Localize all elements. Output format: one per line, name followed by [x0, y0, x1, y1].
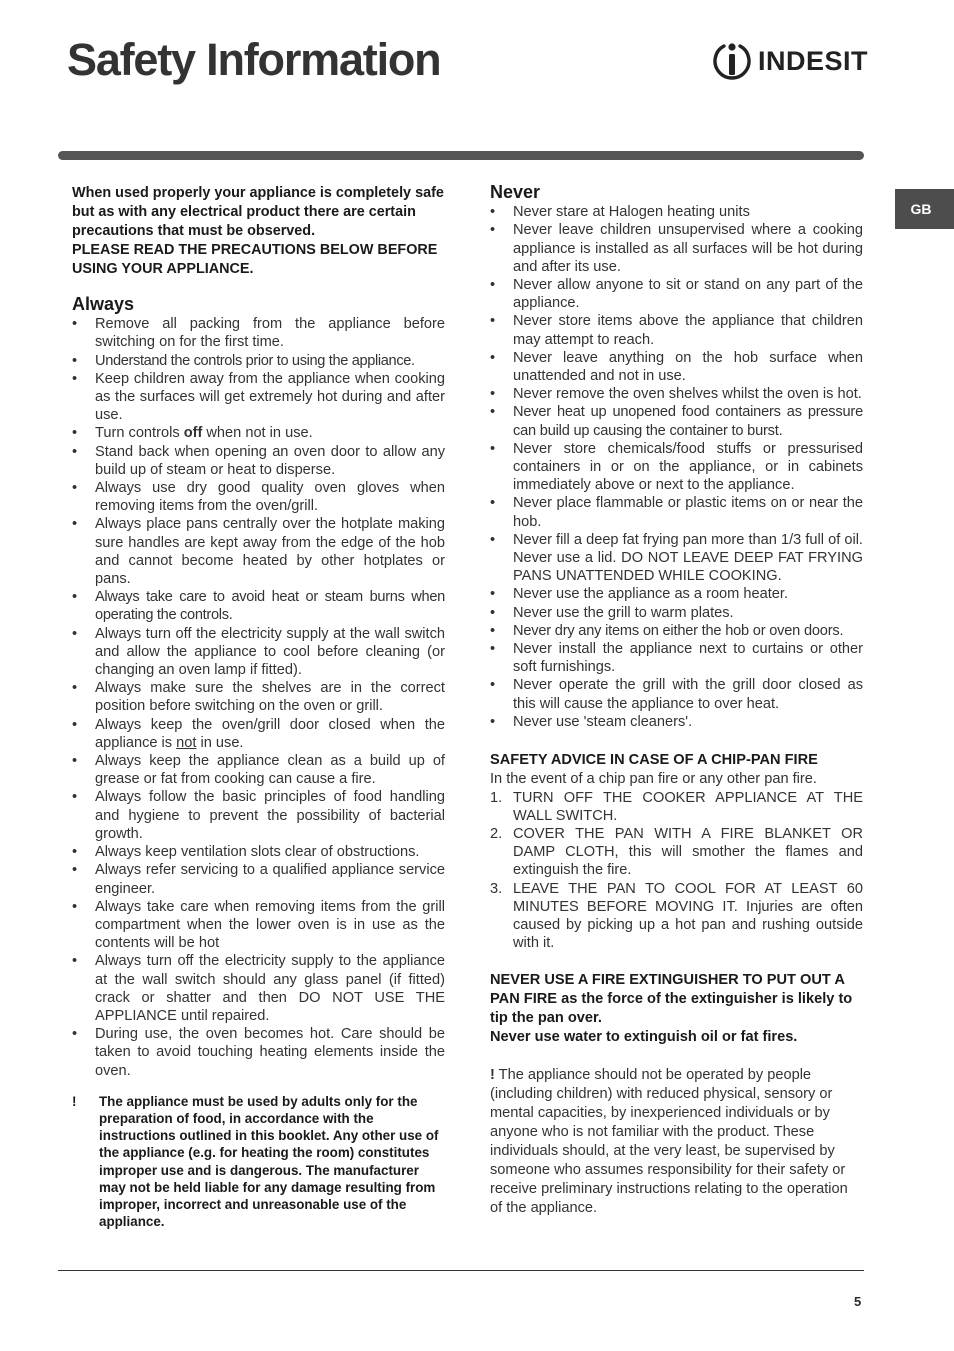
- list-item: • Never stare at Halogen heating units: [490, 203, 863, 221]
- notice-text: The appliance should not be operated by people (including children) with reduced physical, sensory or mental capacities, by inexperienced individuals or by anyone who is not familiar with the product. These individuals should, at the very least, be supervised by someone who assumes responsibility for their safety or receive preliminary instructions relating to the operation of the appliance.: [490, 1067, 848, 1217]
- list-item: • Never leave children unsupervised where a cooking appliance is installed as all surfaces will be hot during and after its use.: [490, 221, 863, 276]
- brand-logo: [712, 40, 868, 82]
- language-tab: GB: [895, 189, 954, 229]
- never-list: [490, 203, 863, 731]
- list-item: • Never operate the grill with the grill door closed as this will cause the appliance to over heat.: [490, 676, 863, 712]
- extinguisher-warning: [490, 971, 863, 1047]
- numbered-step: [490, 880, 863, 953]
- list-item: • Always use dry good quality oven gloves when removing items from the oven/grill.: [72, 479, 445, 515]
- notice-mark: !: [490, 1067, 495, 1084]
- list-item: • Always refer servicing to a qualified appliance service engineer.: [72, 861, 445, 897]
- intro-instruction: PLEASE READ THE PRECAUTIONS BELOW BEFORE USING YOUR APPLIANCE.: [72, 242, 438, 277]
- list-item: • Always keep ventilation slots clear of obstructions.: [72, 843, 445, 861]
- list-item: • Never use 'steam cleaners'.: [490, 713, 863, 731]
- footer-divider: [58, 1270, 864, 1271]
- list-item-text: when not in use.: [202, 425, 313, 442]
- list-item: • Never leave anything on the hob surface when unattended and not in use.: [490, 349, 863, 385]
- step-number: 3.: [490, 880, 503, 897]
- always-list: [72, 315, 445, 1080]
- numbered-step: [490, 789, 863, 825]
- warning-mark: !: [72, 1093, 77, 1109]
- list-item: • Always take care when removing items from the grill compartment when the lower oven is in use as the contents will be hot: [72, 898, 445, 953]
- warning-text: The appliance must be used by adults only for the preparation of food, in accordance with the instructions outlined in this booklet. Any other use of the appliance (e.g. for heating the room) constitutes improper use and is dangerous. The manufacturer may not be held liable for any damage resulting from improper, incorrect and unreasonable use of the appliance.: [99, 1093, 439, 1230]
- list-item: • Always keep the appliance clean as a build up of grease or fat from cooking can cause a fire.: [72, 752, 445, 788]
- numbered-step: [490, 825, 863, 880]
- step-text: LEAVE THE PAN TO COOL FOR AT LEAST 60 MINUTES BEFORE MOVING IT. Injuries are often caused by picking up a hot pan and rushing outside with it.: [513, 880, 863, 952]
- list-item: • During use, the oven becomes hot. Care should be taken to avoid touching heating elements inside the oven.: [72, 1025, 445, 1080]
- intro-text: [72, 184, 445, 279]
- list-item: • Never fill a deep fat frying pan more than 1/3 full of oil. Never use a lid. DO NOT LEAVE DEEP FAT FRYING PANS UNATTENDED WHILE COOKING.: [490, 531, 863, 586]
- emphasis-not: not: [176, 734, 197, 751]
- page-number: 5: [854, 1294, 862, 1309]
- list-item: • Always place pans centrally over the hotplate making sure handles are kept away from the edge of the hob and cannot become heated by other hotplates or pans.: [72, 515, 445, 588]
- intro-paragraph: When used properly your appliance is completely safe but as with any electrical product there are certain precautions that must be observed.: [72, 185, 444, 239]
- list-item: • Never store items above the appliance that children may attempt to reach.: [490, 312, 863, 348]
- list-item-text: in use.: [196, 734, 244, 751]
- page-title: Safety Information: [67, 34, 441, 85]
- brand-name: INDESIT: [758, 45, 869, 76]
- list-item: • Always follow the basic principles of food handling and hygiene to prevent the possibility of bacterial growth.: [72, 788, 445, 843]
- never-heading: Never: [490, 182, 541, 202]
- list-item: • Understand the controls prior to using the appliance.: [72, 352, 445, 370]
- chip-pan-steps: [490, 789, 863, 953]
- list-item: • Always make sure the shelves are in the correct position before switching on the oven or grill.: [72, 679, 445, 715]
- list-item: [72, 424, 445, 442]
- list-item: • Stand back when opening an oven door to allow any build up of steam or heat to disperse.: [72, 443, 445, 479]
- indesit-i-logo-icon: [712, 40, 752, 82]
- adult-use-warning: [72, 1093, 445, 1231]
- list-item-text: Always keep the oven/grill door closed when the appliance is: [95, 716, 445, 751]
- water-warning-text: Never use water to extinguish oil or fat fires.: [490, 1029, 798, 1046]
- chip-pan-heading: SAFETY ADVICE IN CASE OF A CHIP-PAN FIRE: [490, 752, 818, 769]
- supervision-notice: [490, 1066, 863, 1218]
- list-item: • Never use the appliance as a room heater.: [490, 585, 863, 603]
- list-item: • Never install the appliance next to curtains or other soft furnishings.: [490, 640, 863, 676]
- step-number: 1.: [490, 789, 503, 806]
- list-item: • Never use the grill to warm plates.: [490, 604, 863, 622]
- step-text: TURN OFF THE COOKER APPLIANCE AT THE WALL SWITCH.: [513, 789, 863, 824]
- list-item: • Never heat up unopened food containers as pressure can build up causing the container to burst.: [490, 403, 863, 439]
- list-item: • Never dry any items on either the hob or oven doors.: [490, 622, 863, 640]
- list-item: • Never store chemicals/food stuffs or pressurised containers in or on the appliance, or in cabinets immediately above or next to the appliance.: [490, 440, 863, 495]
- header-divider: [58, 151, 864, 160]
- chip-pan-lead: In the event of a chip pan fire or any other pan fire.: [490, 771, 817, 788]
- list-item-text: Turn controls: [95, 425, 184, 442]
- list-item: • Always turn off the electricity supply to the appliance at the wall switch should any glass panel (if fitted) crack or shatter and then DO NOT USE THE APPLIANCE until repaired.: [72, 952, 445, 1025]
- list-item: • Remove all packing from the appliance before switching on for the first time.: [72, 315, 445, 351]
- list-item: • Always turn off the electricity supply at the wall switch and allow the appliance to cool before cleaning (or changing an oven lamp if fitted).: [72, 625, 445, 680]
- left-column: [72, 184, 445, 1230]
- always-heading: Always: [72, 294, 135, 314]
- emphasis-off: off: [183, 425, 203, 442]
- step-text: COVER THE PAN WITH A FIRE BLANKET OR DAMP CLOTH, this will smother the flames and extinguish the fire.: [513, 825, 863, 879]
- list-item: • Never allow anyone to sit or stand on any part of the appliance.: [490, 276, 863, 312]
- right-column: [490, 184, 863, 1233]
- list-item: • Always take care to avoid heat or steam burns when operating the controls.: [72, 588, 445, 624]
- extinguisher-warning-text: NEVER USE A FIRE EXTINGUISHER TO PUT OUT A PAN FIRE as the force of the extinguisher is likely to tip the pan over.: [490, 972, 853, 1027]
- step-number: 2.: [490, 825, 503, 842]
- list-item: [72, 716, 445, 752]
- list-item: • Never place flammable or plastic items on or near the hob.: [490, 494, 863, 530]
- list-item: • Never remove the oven shelves whilst the oven is hot.: [490, 385, 863, 403]
- list-item: • Keep children away from the appliance when cooking as the surfaces will get extremely hot during and after use.: [72, 370, 445, 425]
